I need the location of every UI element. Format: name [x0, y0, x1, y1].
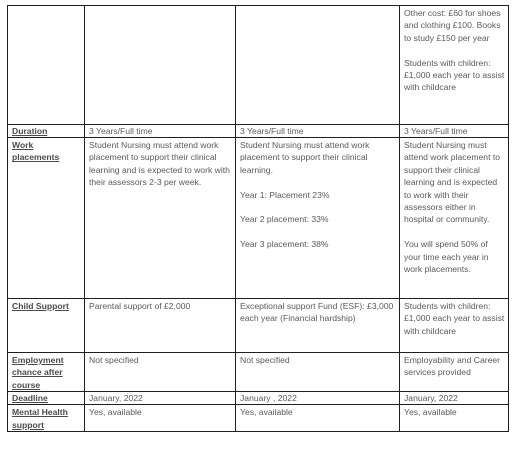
row-label-empty	[8, 6, 85, 125]
cell-col1: January, 2022	[85, 392, 236, 405]
cell-col3-costs	[400, 6, 509, 125]
placement-year-3: Year 3 placement: 38%	[240, 239, 329, 250]
cell-col2: 3 Years/Full time	[236, 125, 400, 138]
placement-description: Student Nursing must attend work placement to support their clinical learning and is expected to work with their assessors either in hospital or community.	[404, 140, 501, 225]
cell-col2: Yes, available	[236, 405, 400, 432]
placement-share: You will spend 50% of your time each year in work placements.	[404, 239, 489, 275]
row-label-duration: Duration	[8, 125, 85, 138]
cell-col1: Yes, available	[85, 405, 236, 432]
table-row-mental-health	[8, 405, 509, 432]
table-row-costs	[8, 6, 509, 125]
cell-col3: Employability and Career services provided	[400, 353, 509, 392]
cell-col2: Exceptional support Fund (ESF): £3,000 each year (Financial hardship)	[236, 299, 400, 353]
comparison-table	[7, 5, 509, 432]
table-row-work-placements	[8, 138, 509, 299]
cell-col2	[236, 138, 400, 299]
table-row-duration	[8, 125, 509, 138]
row-label-work-placements: Work placements	[8, 138, 85, 299]
cell-col3: 3 Years/Full time	[400, 125, 509, 138]
cell-col3: January, 2022	[400, 392, 509, 405]
table-row-child-support	[8, 299, 509, 353]
table-row-deadline	[8, 392, 509, 405]
placement-intro: Student Nursing must attend work placement to support their clinical learning.	[240, 140, 370, 175]
childcare-text: Students with children: £1,000 each year to assist with childcare	[404, 57, 505, 93]
cell-col3	[400, 138, 509, 299]
cell-col1-empty	[85, 6, 236, 125]
cell-col2: January , 2022	[236, 392, 400, 405]
cell-col1: 3 Years/Full time	[85, 125, 236, 138]
cell-col1: Not specified	[85, 353, 236, 392]
row-label-child-support: Child Support	[8, 299, 85, 353]
cell-col3: Students with children: £1,000 each year to assist with childcare	[400, 299, 509, 353]
placement-year-2: Year 2 placement: 33%	[240, 214, 329, 225]
row-label-employment: Employment chance after course	[8, 353, 85, 392]
table-row-employment	[8, 353, 509, 392]
row-label-deadline: Deadline	[8, 392, 85, 405]
cell-col2-empty	[236, 6, 400, 125]
cell-col2: Not specified	[236, 353, 400, 392]
row-label-mental-health: Mental Health support	[8, 405, 85, 432]
placement-year-1: Year 1: Placement 23%	[240, 189, 330, 200]
cell-col3: Yes, available	[400, 405, 509, 432]
cell-col1: Student Nursing must attend work placement to support their clinical learning and is expected to work with their assessors 2-3 per week.	[85, 138, 236, 299]
other-cost-text: Other cost: £60 for shoes and clothing £100. Books to study £150 per year	[404, 8, 501, 43]
cell-col1: Parental support of £2,000	[85, 299, 236, 353]
